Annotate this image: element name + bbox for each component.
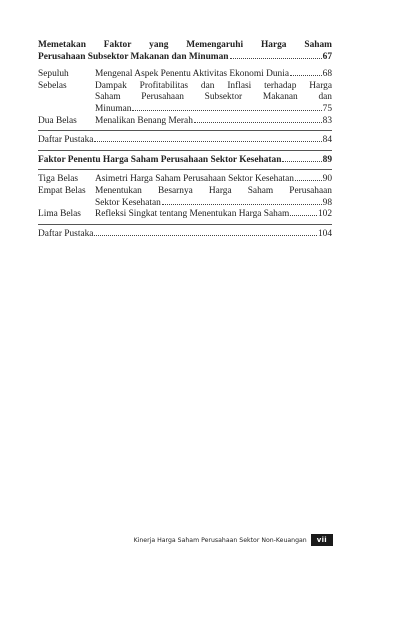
chapter-title-line: Sektor Kesehatan [95, 197, 161, 208]
dot-leader [290, 214, 317, 216]
page-number: 98 [322, 197, 332, 208]
chapter-label: Tiga Belas [38, 174, 79, 185]
part-title-line: Memetakan Faktor yang Memengaruhi Harga Saham [38, 40, 332, 50]
toc-entry-line [95, 104, 332, 116]
part-title-line: Faktor Penentu Harga Saham Perusahaan Sektor Kesehatan [38, 154, 282, 165]
page-number: 68 [322, 69, 332, 80]
page-number: 83 [322, 115, 332, 126]
dot-leader [295, 179, 322, 181]
table-of-contents [38, 40, 332, 240]
toc-entry-line [95, 174, 332, 186]
chapter-title: Menalikan Benang Merah [95, 115, 193, 126]
page-number: 90 [322, 174, 332, 185]
toc-entry-lines [95, 81, 332, 116]
toc-entry [38, 69, 332, 81]
divider [38, 169, 332, 170]
page-number: 75 [322, 103, 332, 114]
dot-leader [162, 203, 322, 205]
toc-entry-line [95, 209, 332, 221]
chapter-title: Mengenal Aspek Penentu Aktivitas Ekonomi Dunia [95, 69, 289, 80]
page-number: 67 [322, 51, 332, 62]
chapter-label: Sepuluh [38, 69, 69, 80]
chapter-label: Dua Belas [38, 115, 77, 126]
toc-entry [38, 174, 332, 186]
toc-entry-line [95, 116, 332, 128]
bibliography-label: Daftar Pustaka [38, 135, 94, 146]
dot-leader [132, 109, 321, 111]
toc-entry [38, 186, 332, 209]
dot-leader [94, 234, 316, 236]
toc-entry-line [95, 69, 332, 81]
page-number-badge: vii [311, 534, 333, 546]
part-title-line: Perusahaan Subsektor Makanan dan Minuman [38, 51, 229, 62]
page-number: 84 [322, 135, 332, 146]
part-title-leader [38, 52, 332, 64]
bibliography-entry [38, 135, 332, 147]
running-footer-title: Kinerja Harga Saham Perusahaan Sektor Non-Keuangan [133, 536, 307, 544]
toc-entry [38, 116, 332, 128]
toc-entry [38, 209, 332, 221]
divider [38, 130, 332, 131]
toc-entry-line [95, 198, 332, 210]
page-number: 89 [322, 154, 332, 165]
toc-entry-lines [95, 186, 332, 209]
dot-leader [230, 57, 322, 59]
dot-leader [194, 121, 322, 123]
bibliography-entry [38, 229, 332, 241]
part-title [38, 155, 332, 167]
divider [38, 150, 332, 151]
part-title [38, 40, 332, 63]
dot-leader [94, 140, 321, 142]
chapter-title: Refleksi Singkat tentang Menentukan Harga Saham [95, 209, 290, 220]
chapter-title: Asimetri Harga Saham Perusahaan Sektor Kesehatan [95, 174, 294, 185]
dot-leader [282, 160, 321, 162]
dot-leader [290, 74, 322, 76]
chapter-label: Empat Belas [38, 185, 86, 196]
divider [38, 224, 332, 225]
toc-entry [38, 81, 332, 116]
chapter-title-line: Minuman [95, 103, 132, 114]
bibliography-label: Daftar Pustaka [38, 228, 94, 239]
chapter-title-line: Menentukan Besarnya Harga Saham Perusahaan [95, 185, 332, 196]
chapter-label: Lima Belas [38, 209, 81, 220]
page-footer [0, 534, 333, 546]
chapter-title-line: Dampak Profitabilitas dan Inflasi terhadap Harga [95, 80, 332, 91]
chapter-label: Sebelas [38, 80, 67, 91]
chapter-title-line: Saham Perusahaan Subsektor Makanan dan [95, 92, 332, 103]
page-number: 102 [317, 209, 332, 220]
page-number: 104 [317, 228, 332, 239]
